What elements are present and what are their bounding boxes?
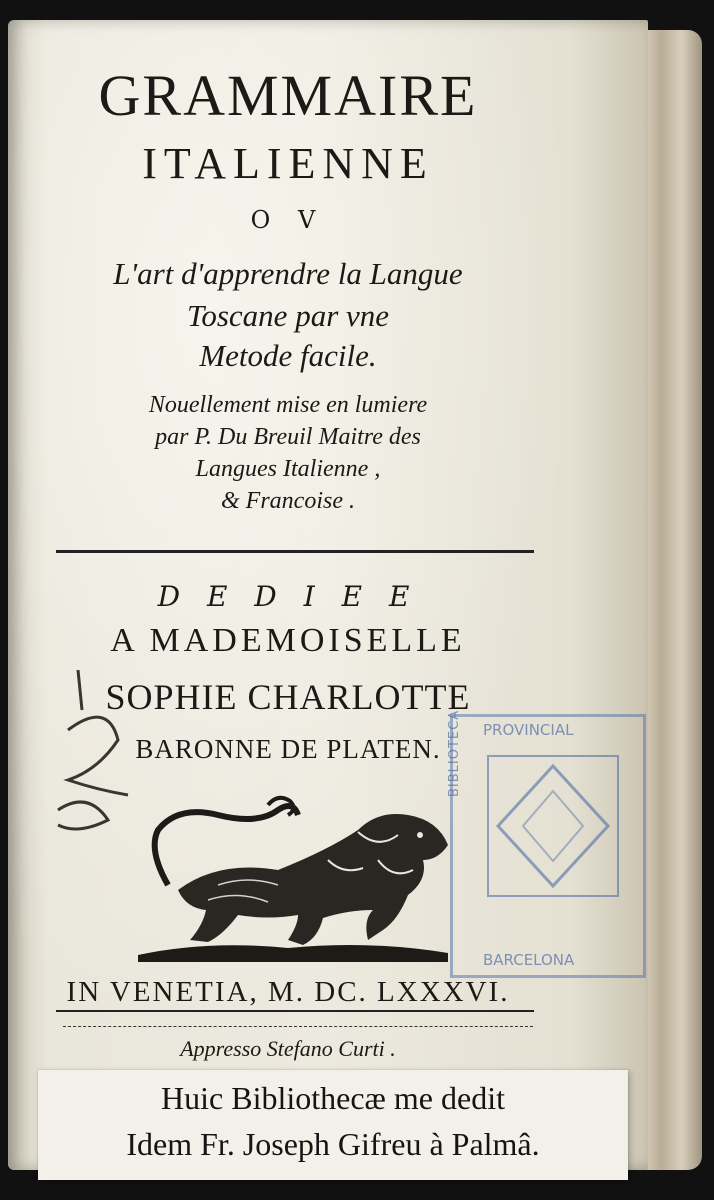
divider-rule [56, 550, 534, 553]
stamp-crest-icon [483, 751, 623, 901]
imprint-rule [56, 1010, 534, 1012]
book-title-line2: ITALIENNE [142, 139, 434, 188]
book-subtitle-line2: Toscane par vne [186, 298, 390, 333]
stamp-bottom-text: BARCELONA [483, 951, 575, 969]
imprint-printer: Appresso Stefano Curti . [180, 1036, 396, 1061]
ownership-label-line2: Idem Fr. Joseph Gifreu à Palmâ. [126, 1126, 540, 1162]
book-title-line1: GRAMMAIRE [98, 63, 478, 128]
book-subtitle-line1: L'art d'apprendre la Langue [113, 256, 463, 291]
title-page [8, 20, 648, 1170]
library-stamp [447, 709, 646, 978]
stamp-top-text: PROVINCIAL [483, 721, 574, 739]
dedication-label: D E D I E E [157, 580, 419, 613]
lion-woodcut-icon [128, 790, 458, 965]
book-subtitle-line3: Metode facile. [199, 338, 377, 373]
author-line4: & Francoise . [221, 488, 355, 514]
author-line3: Langues Italienne , [195, 456, 381, 482]
book-title-conjunction: O V [250, 206, 326, 234]
ownership-label-line1: Huic Bibliothecæ me dedit [161, 1080, 505, 1116]
author-line2: par P. Du Breuil Maitre des [155, 424, 421, 450]
dedication-line3: BARONNE DE PLATEN. [135, 734, 441, 764]
dedication-line1: A MADEMOISELLE [110, 622, 466, 659]
imprint-dashed-rule [63, 1026, 533, 1027]
imprint-place-date: IN VENETIA, M. DC. LXXXVI. [66, 976, 510, 1008]
ownership-label [38, 1070, 628, 1180]
dedication-line2: SOPHIE CHARLOTTE [105, 677, 471, 717]
author-line1: Nouellement mise en lumiere [148, 392, 428, 418]
stamp-side-text: BIBLIOTECA [447, 709, 462, 797]
